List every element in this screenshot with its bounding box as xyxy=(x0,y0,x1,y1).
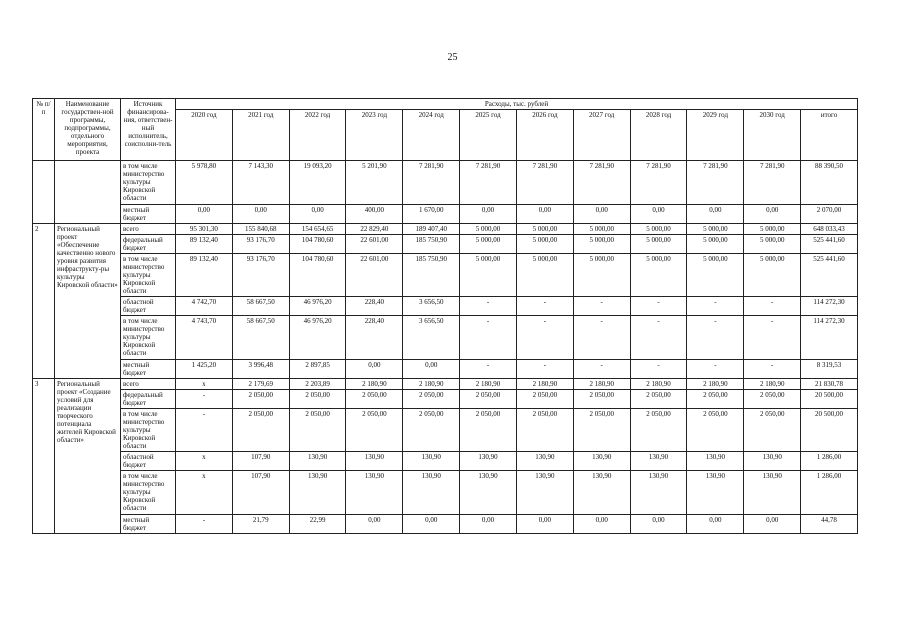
amount-cell: - xyxy=(573,297,630,316)
row-num-cell xyxy=(33,161,55,224)
amount-cell: 95 301,30 xyxy=(176,224,233,235)
amount-cell: 20 500,00 xyxy=(801,409,858,452)
header-name: Наименование государствен-ной программы, подпрограммы, отдельного мероприятия, проекта xyxy=(55,99,121,161)
amount-cell: - xyxy=(573,316,630,360)
amount-cell: 89 132,40 xyxy=(176,235,233,254)
amount-cell: 22 601,00 xyxy=(346,235,403,254)
amount-cell: - xyxy=(744,360,801,379)
amount-cell: 0,00 xyxy=(403,360,460,379)
amount-cell: 0,00 xyxy=(346,515,403,534)
amount-cell: 21 830,78 xyxy=(801,379,858,390)
amount-cell: 7 143,30 xyxy=(232,161,289,205)
funding-source: местный бюджет xyxy=(121,360,176,379)
amount-cell: 0,00 xyxy=(744,205,801,224)
amount-cell: 58 667,50 xyxy=(232,297,289,316)
amount-cell: 5 000,00 xyxy=(630,254,687,297)
amount-cell: 130,90 xyxy=(346,471,403,515)
amount-cell: 7 281,90 xyxy=(744,161,801,205)
amount-cell: 5 000,00 xyxy=(516,235,573,254)
amount-cell: 1 670,00 xyxy=(403,205,460,224)
amount-cell: х xyxy=(176,471,233,515)
amount-cell: 2 050,00 xyxy=(460,390,517,409)
amount-cell: - xyxy=(687,316,744,360)
amount-cell: 7 281,90 xyxy=(460,161,517,205)
amount-cell: 2 050,00 xyxy=(687,409,744,452)
table-row xyxy=(33,360,858,379)
amount-cell: 0,00 xyxy=(176,205,233,224)
amount-cell: 0,00 xyxy=(687,515,744,534)
amount-cell: х xyxy=(176,379,233,390)
amount-cell: 2 180,90 xyxy=(744,379,801,390)
table-row xyxy=(33,316,858,360)
amount-cell: - xyxy=(516,297,573,316)
amount-cell: 130,90 xyxy=(687,471,744,515)
amount-cell: х xyxy=(176,452,233,471)
amount-cell: 185 750,90 xyxy=(403,254,460,297)
amount-cell: 0,00 xyxy=(403,515,460,534)
amount-cell: 2 050,00 xyxy=(744,390,801,409)
amount-cell: 5 000,00 xyxy=(573,254,630,297)
amount-cell: 0,00 xyxy=(460,205,517,224)
table-row xyxy=(33,390,858,409)
amount-cell: 5 000,00 xyxy=(687,254,744,297)
amount-cell: 93 176,70 xyxy=(232,254,289,297)
amount-cell: 3 996,48 xyxy=(232,360,289,379)
amount-cell: - xyxy=(573,360,630,379)
amount-cell: 5 000,00 xyxy=(744,235,801,254)
table-row xyxy=(33,452,858,471)
amount-cell: 130,90 xyxy=(516,452,573,471)
header-year: 2024 год xyxy=(403,110,460,161)
header-expenses: Расходы, тыс. рублей xyxy=(176,99,858,110)
amount-cell: 2 050,00 xyxy=(573,409,630,452)
amount-cell: 114 272,30 xyxy=(801,316,858,360)
amount-cell: 2 180,90 xyxy=(516,379,573,390)
project-name-cell xyxy=(55,161,121,224)
amount-cell: 104 780,60 xyxy=(289,235,346,254)
amount-cell: 46 976,20 xyxy=(289,316,346,360)
funding-source: местный бюджет xyxy=(121,515,176,534)
amount-cell: 130,90 xyxy=(573,452,630,471)
amount-cell: - xyxy=(744,297,801,316)
amount-cell: 107,90 xyxy=(232,452,289,471)
amount-cell: 130,90 xyxy=(687,452,744,471)
amount-cell: 2 050,00 xyxy=(516,409,573,452)
amount-cell: 5 000,00 xyxy=(516,224,573,235)
amount-cell: 5 000,00 xyxy=(687,235,744,254)
amount-cell: 130,90 xyxy=(460,471,517,515)
amount-cell: 22 829,40 xyxy=(346,224,403,235)
amount-cell: 2 050,00 xyxy=(232,390,289,409)
amount-cell: 58 667,50 xyxy=(232,316,289,360)
amount-cell: 21,79 xyxy=(232,515,289,534)
amount-cell: 2 050,00 xyxy=(403,409,460,452)
budget-table xyxy=(32,98,858,534)
amount-cell: 4 743,70 xyxy=(176,316,233,360)
amount-cell: 130,90 xyxy=(516,471,573,515)
amount-cell: 2 050,00 xyxy=(516,390,573,409)
amount-cell: 7 281,90 xyxy=(573,161,630,205)
amount-cell: 3 656,50 xyxy=(403,316,460,360)
amount-cell: 525 441,60 xyxy=(801,254,858,297)
amount-cell: 5 000,00 xyxy=(573,224,630,235)
amount-cell: 1 286,00 xyxy=(801,471,858,515)
amount-cell: 5 000,00 xyxy=(744,224,801,235)
amount-cell: 5 000,00 xyxy=(460,235,517,254)
funding-source: областной бюджет xyxy=(121,452,176,471)
funding-source: всего xyxy=(121,224,176,235)
funding-source: в том числе министерство культуры Кировской области xyxy=(121,409,176,452)
amount-cell: 7 281,90 xyxy=(687,161,744,205)
project-name: Региональный проект «Обеспечение качественно нового уровня развития инфраструкту-ры культуры Кировской области» xyxy=(55,224,121,379)
header-year: 2020 год xyxy=(176,110,233,161)
amount-cell: 107,90 xyxy=(232,471,289,515)
table-row xyxy=(33,224,858,235)
amount-cell: 130,90 xyxy=(630,452,687,471)
amount-cell: - xyxy=(630,316,687,360)
funding-source: в том числе министерство культуры Кировской области xyxy=(121,254,176,297)
amount-cell: 5 000,00 xyxy=(630,235,687,254)
amount-cell: 0,00 xyxy=(687,205,744,224)
amount-cell: 46 976,20 xyxy=(289,297,346,316)
header-year: 2030 год xyxy=(744,110,801,161)
header-year: 2027 год xyxy=(573,110,630,161)
amount-cell: 130,90 xyxy=(289,452,346,471)
amount-cell: 2 180,90 xyxy=(460,379,517,390)
amount-cell: 7 281,90 xyxy=(516,161,573,205)
funding-source: федеральный бюджет xyxy=(121,235,176,254)
amount-cell: 228,40 xyxy=(346,316,403,360)
amount-cell: 2 180,90 xyxy=(346,379,403,390)
table-row xyxy=(33,409,858,452)
header-year: 2025 год xyxy=(460,110,517,161)
funding-source: в том числе министерство культуры Кировской области xyxy=(121,471,176,515)
amount-cell: 130,90 xyxy=(744,471,801,515)
amount-cell: 104 780,60 xyxy=(289,254,346,297)
amount-cell: 20 500,00 xyxy=(801,390,858,409)
amount-cell: - xyxy=(630,297,687,316)
table-row xyxy=(33,161,858,205)
amount-cell: 648 033,43 xyxy=(801,224,858,235)
amount-cell: 1 425,20 xyxy=(176,360,233,379)
amount-cell: 2 050,00 xyxy=(346,390,403,409)
amount-cell: 2 180,90 xyxy=(403,379,460,390)
amount-cell: 0,00 xyxy=(630,515,687,534)
amount-cell: 5 978,80 xyxy=(176,161,233,205)
header-year: 2026 год xyxy=(516,110,573,161)
amount-cell: 3 656,50 xyxy=(403,297,460,316)
amount-cell: 5 000,00 xyxy=(744,254,801,297)
amount-cell: 130,90 xyxy=(289,471,346,515)
amount-cell: 114 272,30 xyxy=(801,297,858,316)
amount-cell: - xyxy=(460,316,517,360)
amount-cell: 2 203,89 xyxy=(289,379,346,390)
amount-cell: 2 050,00 xyxy=(687,390,744,409)
amount-cell: 0,00 xyxy=(346,360,403,379)
amount-cell: - xyxy=(460,297,517,316)
amount-cell: 89 132,40 xyxy=(176,254,233,297)
table-row xyxy=(33,235,858,254)
amount-cell: 2 050,00 xyxy=(573,390,630,409)
project-number: 3 xyxy=(33,379,55,534)
table-row xyxy=(33,205,858,224)
table-body xyxy=(33,161,858,534)
amount-cell: - xyxy=(176,515,233,534)
amount-cell: 7 281,90 xyxy=(630,161,687,205)
header-source: Источник финансирова-ния, ответствен-ный исполнитель, соисполни-тель xyxy=(121,99,176,161)
amount-cell: 154 654,65 xyxy=(289,224,346,235)
amount-cell: 189 407,40 xyxy=(403,224,460,235)
amount-cell: 19 093,20 xyxy=(289,161,346,205)
project-number: 2 xyxy=(33,224,55,379)
amount-cell: 130,90 xyxy=(403,471,460,515)
amount-cell: 5 000,00 xyxy=(630,224,687,235)
amount-cell: 0,00 xyxy=(573,205,630,224)
amount-cell: 5 000,00 xyxy=(460,254,517,297)
amount-cell: 2 050,00 xyxy=(289,409,346,452)
amount-cell: 2 050,00 xyxy=(744,409,801,452)
page-number: 25 xyxy=(447,52,458,63)
amount-cell: 400,00 xyxy=(346,205,403,224)
amount-cell: - xyxy=(516,360,573,379)
amount-cell: - xyxy=(687,297,744,316)
amount-cell: 0,00 xyxy=(744,515,801,534)
amount-cell: - xyxy=(687,360,744,379)
amount-cell: 2 050,00 xyxy=(460,409,517,452)
amount-cell: 2 179,69 xyxy=(232,379,289,390)
funding-source: в том числе министерство культуры Кировской области xyxy=(121,161,176,205)
header-year: итого xyxy=(801,110,858,161)
header-year: 2028 год xyxy=(630,110,687,161)
header-num: № п/п xyxy=(33,99,55,161)
amount-cell: - xyxy=(516,316,573,360)
amount-cell: 8 319,53 xyxy=(801,360,858,379)
amount-cell: 2 050,00 xyxy=(232,409,289,452)
amount-cell: - xyxy=(630,360,687,379)
table-row xyxy=(33,471,858,515)
amount-cell: 1 286,00 xyxy=(801,452,858,471)
amount-cell: 2 050,00 xyxy=(346,409,403,452)
amount-cell: 0,00 xyxy=(630,205,687,224)
amount-cell: - xyxy=(176,409,233,452)
amount-cell: 22 601,00 xyxy=(346,254,403,297)
amount-cell: 185 750,90 xyxy=(403,235,460,254)
funding-source: областной бюджет xyxy=(121,297,176,316)
amount-cell: 130,90 xyxy=(346,452,403,471)
amount-cell: 228,40 xyxy=(346,297,403,316)
header-year: 2023 год xyxy=(346,110,403,161)
amount-cell: - xyxy=(176,390,233,409)
amount-cell: 155 840,68 xyxy=(232,224,289,235)
project-name: Региональный проект «Создание условий для реализации творческого потенциала жителей Кировской области» xyxy=(55,379,121,534)
amount-cell: 5 000,00 xyxy=(516,254,573,297)
table-row xyxy=(33,515,858,534)
amount-cell: 2 180,90 xyxy=(630,379,687,390)
amount-cell: 22,99 xyxy=(289,515,346,534)
amount-cell: - xyxy=(744,316,801,360)
header-year: 2022 год xyxy=(289,110,346,161)
amount-cell: 4 742,70 xyxy=(176,297,233,316)
amount-cell: 5 000,00 xyxy=(460,224,517,235)
amount-cell: 130,90 xyxy=(630,471,687,515)
amount-cell: 2 050,00 xyxy=(630,390,687,409)
amount-cell: 0,00 xyxy=(573,515,630,534)
table-row xyxy=(33,297,858,316)
amount-cell: 0,00 xyxy=(460,515,517,534)
funding-source: всего xyxy=(121,379,176,390)
amount-cell: 2 050,00 xyxy=(630,409,687,452)
amount-cell: 93 176,70 xyxy=(232,235,289,254)
table-row xyxy=(33,379,858,390)
header-year: 2021 год xyxy=(232,110,289,161)
funding-source: федеральный бюджет xyxy=(121,390,176,409)
amount-cell: - xyxy=(460,360,517,379)
amount-cell: 44,78 xyxy=(801,515,858,534)
amount-cell: 130,90 xyxy=(744,452,801,471)
amount-cell: 2 070,00 xyxy=(801,205,858,224)
amount-cell: 2 897,85 xyxy=(289,360,346,379)
funding-source: в том числе министерство культуры Кировской области xyxy=(121,316,176,360)
header-year: 2029 год xyxy=(687,110,744,161)
amount-cell: 5 000,00 xyxy=(573,235,630,254)
amount-cell: 130,90 xyxy=(460,452,517,471)
amount-cell: 130,90 xyxy=(403,452,460,471)
amount-cell: 2 180,90 xyxy=(687,379,744,390)
amount-cell: 130,90 xyxy=(573,471,630,515)
amount-cell: 5 201,90 xyxy=(346,161,403,205)
amount-cell: 0,00 xyxy=(289,205,346,224)
amount-cell: 525 441,60 xyxy=(801,235,858,254)
amount-cell: 0,00 xyxy=(516,515,573,534)
amount-cell: 88 390,50 xyxy=(801,161,858,205)
amount-cell: 0,00 xyxy=(232,205,289,224)
amount-cell: 2 050,00 xyxy=(289,390,346,409)
table-header xyxy=(33,99,858,161)
amount-cell: 5 000,00 xyxy=(687,224,744,235)
amount-cell: 0,00 xyxy=(516,205,573,224)
amount-cell: 7 281,90 xyxy=(403,161,460,205)
table-row xyxy=(33,254,858,297)
funding-source: местный бюджет xyxy=(121,205,176,224)
amount-cell: 2 050,00 xyxy=(403,390,460,409)
amount-cell: 2 180,90 xyxy=(573,379,630,390)
